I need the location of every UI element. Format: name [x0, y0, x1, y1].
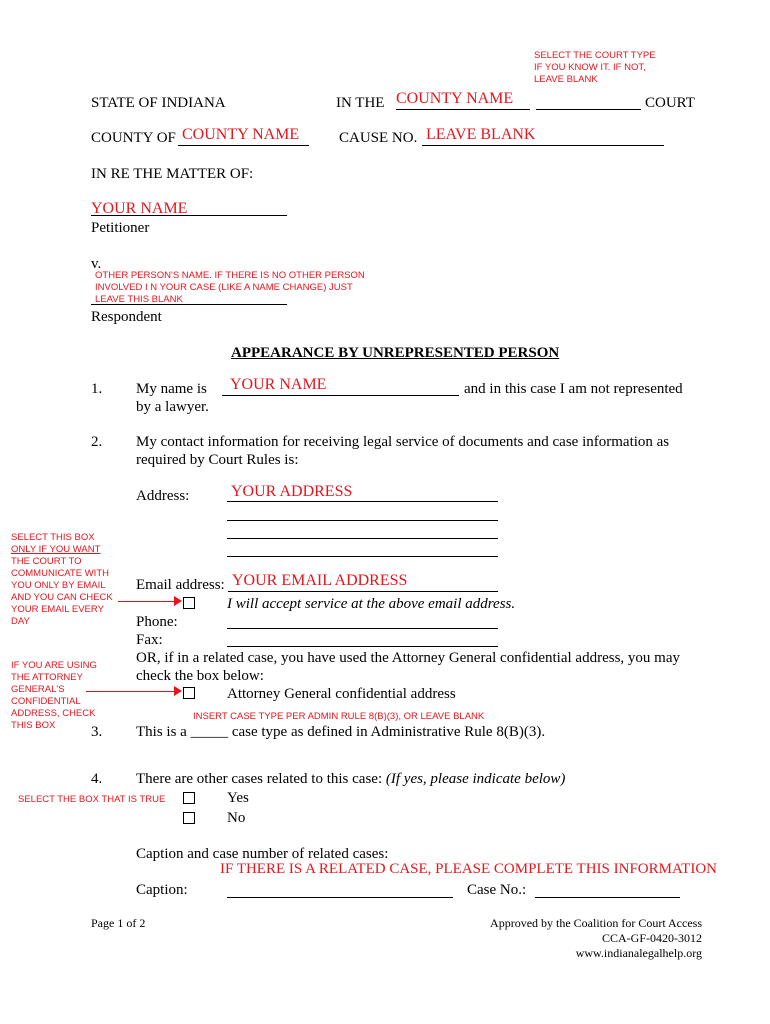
phone-line[interactable]	[227, 628, 498, 629]
county-of-fill[interactable]: COUNTY NAME	[182, 126, 300, 143]
court-label: COURT	[645, 95, 695, 111]
county-name-line[interactable]	[396, 109, 530, 110]
item4-text: There are other cases related to this case: (If yes, please indicate below)	[136, 771, 566, 787]
or-line1: OR, if in a related case, you have used the Attorney General confidential address, you may	[136, 650, 680, 666]
phone-label: Phone:	[136, 614, 178, 630]
respondent-label: Respondent	[91, 309, 162, 325]
item3-text[interactable]: This is a _____ case type as defined in Administrative Rule 8(B)(3).	[136, 724, 546, 740]
item2-number: 2.	[91, 434, 103, 450]
caption-header: Caption and case number of related cases:	[136, 846, 389, 862]
other-person-note: OTHER PERSON'S NAME. IF THERE IS NO OTHER PERSON INVOLVED I N YOUR CASE (LIKE A NAME CHANGE) JUST LEAVE THIS BLANK	[95, 270, 365, 305]
approved-by: Approved by the Coalition for Court Access	[490, 916, 702, 930]
email-arrow-head	[174, 596, 182, 606]
item4-number: 4.	[91, 771, 103, 787]
fax-line[interactable]	[227, 646, 498, 647]
email-service-checkbox[interactable]	[183, 597, 195, 609]
case-type-note: INSERT CASE TYPE PER ADMIN RULE 8(B)(3), OR LEAVE BLANK	[193, 711, 485, 722]
no-label: No	[227, 810, 246, 826]
versus-label: v.	[91, 256, 102, 272]
address-line-3[interactable]	[227, 538, 498, 539]
court-type-note: SELECT THE COURT TYPE IF YOU KNOW IT. IF NOT, LEAVE BLANK	[534, 50, 656, 85]
county-of-label: COUNTY OF	[91, 130, 176, 146]
email-fill[interactable]: YOUR EMAIL ADDRESS	[232, 572, 408, 589]
yes-checkbox[interactable]	[183, 792, 195, 804]
in-re-label: IN RE THE MATTER OF:	[91, 166, 254, 182]
ag-arrow-line	[86, 691, 180, 692]
address-line-4[interactable]	[227, 556, 498, 557]
caption-label: Caption:	[136, 882, 188, 898]
address-label: Address:	[136, 488, 190, 504]
email-line[interactable]	[228, 591, 498, 592]
website-link[interactable]: www.indianalegalhelp.org	[575, 946, 702, 960]
address-fill[interactable]: YOUR ADDRESS	[231, 483, 353, 500]
item1-name-fill[interactable]: YOUR NAME	[230, 376, 327, 393]
county-name-fill[interactable]: COUNTY NAME	[396, 90, 514, 107]
cause-no-fill[interactable]: LEAVE BLANK	[426, 126, 536, 143]
ag-arrow-head	[174, 686, 182, 696]
ag-box-note: IF YOU ARE USING THE ATTORNEY GENERAL'S CONFIDENTIAL ADDRESS, CHECK THIS BOX	[11, 660, 97, 731]
no-checkbox[interactable]	[183, 812, 195, 824]
case-no-line[interactable]	[535, 897, 680, 898]
email-accept-label: I will accept service at the above email address.	[227, 596, 516, 612]
form-id: CCA-GF-0420-3012	[601, 931, 702, 945]
item2-line1: My contact information for receiving legal service of documents and case information as	[136, 434, 670, 450]
item2-line2: required by Court Rules is:	[136, 452, 299, 468]
item1-line2: by a lawyer.	[136, 399, 209, 415]
related-case-note: IF THERE IS A RELATED CASE, PLEASE COMPLETE THIS INFORMATION	[220, 861, 717, 877]
fax-label: Fax:	[136, 632, 163, 648]
item1-post: and in this case I am not represented	[464, 381, 683, 397]
email-arrow-line	[118, 601, 180, 602]
select-box-note: SELECT THE BOX THAT IS TRUE	[18, 794, 166, 805]
court-type-line[interactable]	[536, 109, 641, 110]
address-line-2[interactable]	[227, 520, 498, 521]
petitioner-fill[interactable]: YOUR NAME	[91, 200, 188, 217]
respondent-line[interactable]	[91, 304, 287, 305]
item1-number: 1.	[91, 381, 103, 397]
yes-label: Yes	[227, 790, 249, 806]
page-number: Page 1 of 2	[91, 916, 146, 930]
item1-name-line[interactable]	[222, 395, 459, 396]
cause-no-line[interactable]	[422, 145, 664, 146]
address-line-1[interactable]	[227, 501, 498, 502]
county-of-line[interactable]	[178, 145, 309, 146]
state-label: STATE OF INDIANA	[91, 95, 226, 111]
cause-no-label: CAUSE NO.	[339, 130, 418, 146]
caption-line[interactable]	[227, 897, 453, 898]
ag-address-label: Attorney General confidential address	[227, 686, 456, 702]
form-title: APPEARANCE BY UNREPRESENTED PERSON	[231, 345, 560, 361]
case-no-label: Case No.:	[467, 882, 527, 898]
petitioner-label: Petitioner	[91, 220, 150, 236]
ag-address-checkbox[interactable]	[183, 687, 195, 699]
email-label: Email address:	[136, 577, 225, 593]
or-line2: check the box below:	[136, 668, 264, 684]
email-box-note: SELECT THIS BOX ONLY IF YOU WANT THE COURT TO COMMUNICATE WITH YOU ONLY BY EMAIL AND YOU CAN CHECK YOUR EMAIL EVERY DAY	[11, 532, 113, 627]
item1-pre: My name is	[136, 381, 207, 397]
in-the-label: IN THE	[336, 95, 385, 111]
item3-number: 3.	[91, 724, 103, 740]
